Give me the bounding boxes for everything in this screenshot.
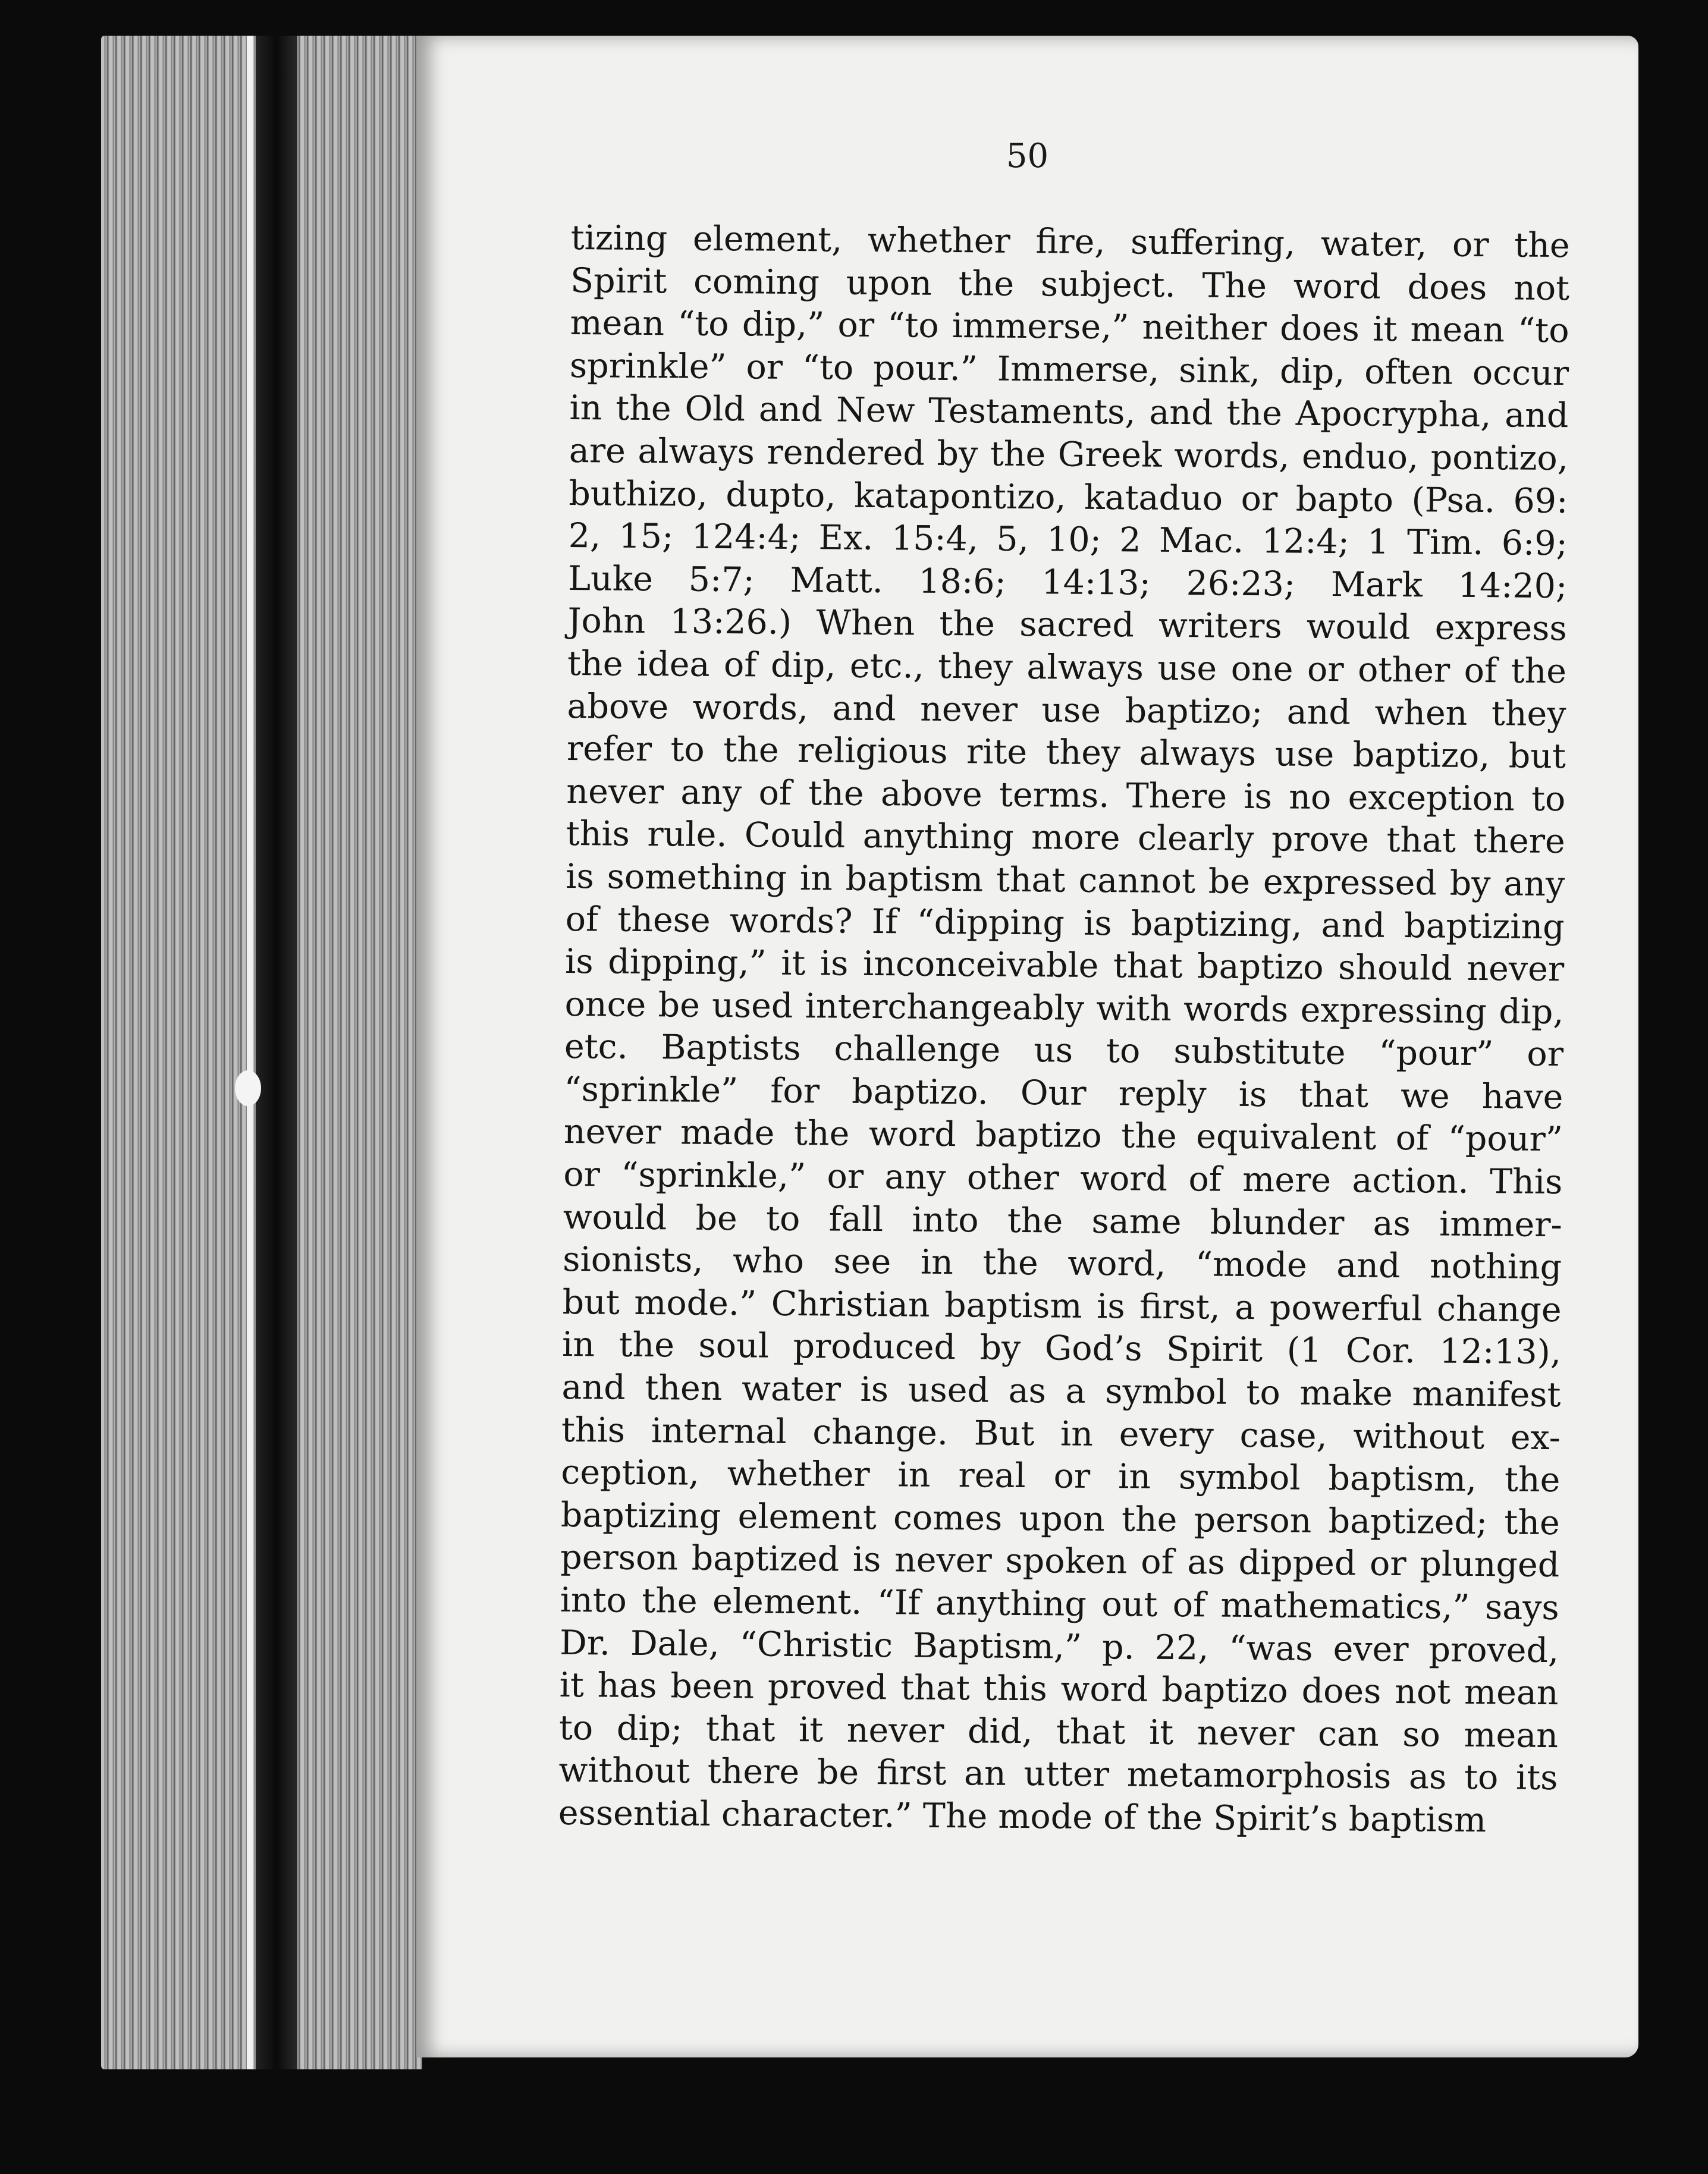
text-line: buthizo, dupto, katapontizo, kataduo or bapto (Psa. 69: (569, 473, 1568, 521)
text-line: never any of the above terms. There is no exception to (566, 771, 1566, 819)
text-line: of these words? If “dipping is baptizing, and baptizing (565, 899, 1565, 947)
binding-mark (235, 1070, 261, 1106)
text-line: into the element. “If anything out of mathematics,” says (560, 1580, 1559, 1628)
text-line: is something in baptism that cannot be expressed by any (566, 856, 1565, 904)
text-line: in the soul produced by God’s Spirit (1 Cor. 12:13), (561, 1325, 1562, 1372)
book-page (416, 36, 1638, 2057)
text-line: refer to the religious rite they always use baptizo, but (566, 729, 1566, 777)
text-line: without there be first an utter metamorphosis as to its (558, 1751, 1558, 1798)
text-line: 2, 15; 124:4; Ex. 15:4, 5, 10; 2 Mac. 12:4; 1 Tim. 6:9; (568, 516, 1568, 564)
page-number: 50 (1006, 137, 1049, 175)
text-line: Luke 5:7; Matt. 18:6; 14:13; 26:23; Mark 14:20; (567, 558, 1568, 606)
text-line: mean “to dip,” or “to immerse,” neither does it mean “to (570, 303, 1569, 351)
text-line: ception, whether in real or in symbol baptism, the (561, 1453, 1561, 1500)
text-line: John 13:26.) When the sacred writers would express (567, 601, 1567, 649)
text-line: in the Old and New Testaments, and the Apocrypha, and (569, 388, 1569, 436)
text-line: the idea of dip, etc., they always use one or other of the (567, 643, 1567, 692)
text-line: would be to fall into the same blunder as immer- (563, 1197, 1562, 1245)
text-line: Spirit coming upon the subject. The word does not (570, 260, 1570, 308)
text-line: to dip; that it never did, that it never can so mean (558, 1708, 1559, 1755)
text-line: tizing element, whether fire, suffering, water, or the (570, 218, 1570, 266)
text-line: once be used interchangeably with words expressing dip, (564, 984, 1564, 1032)
text-line: and then water is used as a symbol to make manifest (561, 1367, 1561, 1415)
text-line: person baptized is never spoken of as dipped or plunged (560, 1538, 1560, 1585)
text-line: are always rendered by the Greek words, enduo, pontizo, (569, 431, 1569, 479)
text-line: “sprinkle” for baptizo. Our reply is that we have (564, 1069, 1563, 1117)
text-line: this internal change. But in every case, without ex- (561, 1410, 1561, 1457)
text-line: above words, and never use baptizo; and when they (567, 686, 1566, 734)
text-line: etc. Baptists challenge us to substitute “pour” or (564, 1027, 1564, 1075)
text-line: sprinkle” or “to pour.” Immerse, sink, dip, often occur (569, 345, 1569, 393)
text-line: is dipping,” it is inconceivable that baptizo should never (564, 942, 1565, 989)
body-text (558, 217, 1570, 1843)
binding-shadow (256, 36, 297, 2069)
text-line: never made the word baptizo the equivalent of “pour” (563, 1112, 1563, 1160)
text-line: this rule. Could anything more clearly prove that there (566, 814, 1566, 862)
binding-highlight (247, 36, 253, 2069)
text-line: Dr. Dale, “Christic Baptism,” p. 22, “was ever proved, (559, 1623, 1559, 1670)
text-line: or “sprinkle,” or any other word of mere action. This (563, 1155, 1563, 1202)
text-line: it has been proved that this word baptizo does not mean (559, 1666, 1559, 1713)
text-line: baptizing element comes upon the person baptized; the (560, 1495, 1561, 1542)
text-line: sionists, who see in the word, “mode and nothing (562, 1240, 1562, 1287)
text-line: but mode.” Christian baptism is first, a powerful change (562, 1282, 1562, 1330)
text-line: essential character.” The mode of the Spirit’s baptism (558, 1793, 1487, 1840)
